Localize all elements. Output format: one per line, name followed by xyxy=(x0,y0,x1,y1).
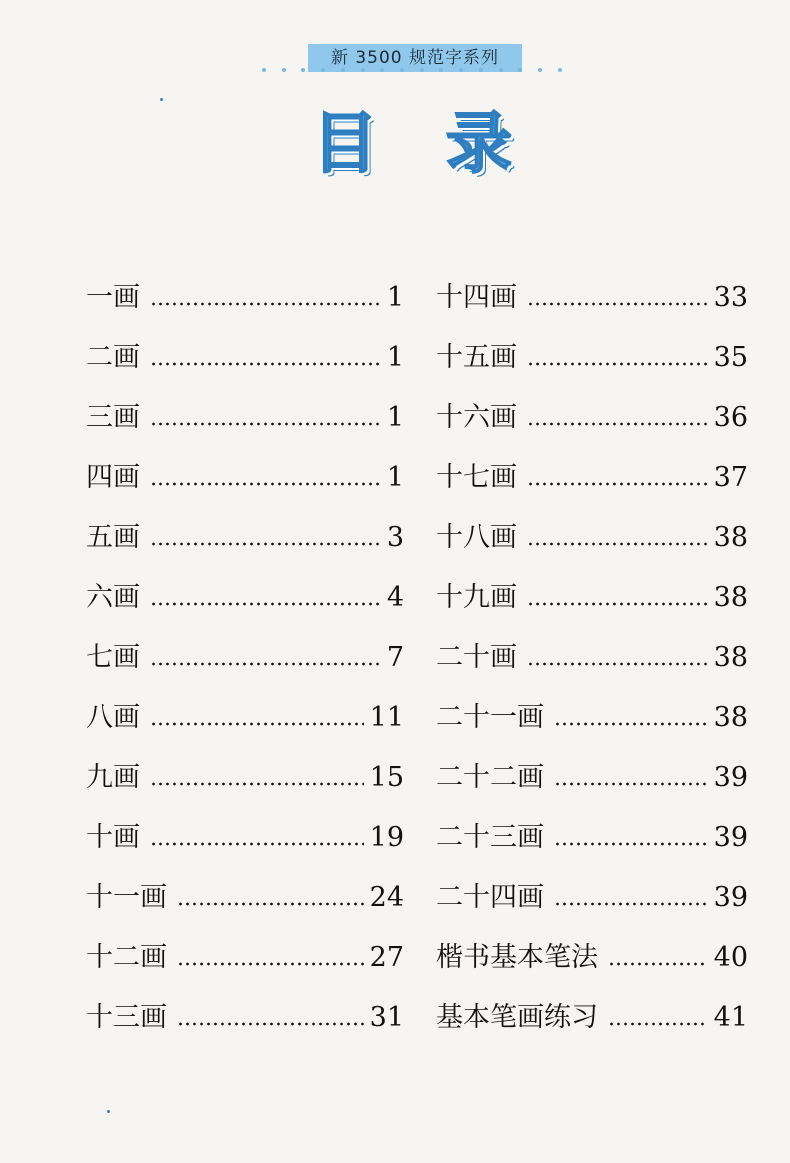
toc-entry-page: 38 xyxy=(713,582,748,613)
toc-entry[interactable] xyxy=(436,378,748,438)
toc-entry[interactable] xyxy=(436,978,748,1038)
toc-entry-page: 15 xyxy=(369,762,404,793)
toc-entry-label: 二十一画 xyxy=(436,702,544,733)
toc-entry-page: 19 xyxy=(369,822,404,853)
dot-leader xyxy=(150,781,364,787)
dot-leader xyxy=(150,661,381,667)
toc-entry[interactable] xyxy=(436,318,748,378)
toc-entry-label: 七画 xyxy=(86,642,140,673)
dot-leader xyxy=(608,961,708,967)
dot-leader xyxy=(150,541,381,547)
dot-leader xyxy=(527,661,708,667)
toc-entry[interactable] xyxy=(436,918,748,978)
toc-entry-page: 7 xyxy=(386,642,404,673)
dot-leader xyxy=(527,481,708,487)
toc-entry-label: 十八画 xyxy=(436,522,517,553)
toc-entry-page: 1 xyxy=(386,282,404,313)
toc-entry-page: 31 xyxy=(369,1002,404,1033)
toc-entry[interactable] xyxy=(436,498,748,558)
toc-entry-label: 十画 xyxy=(86,822,140,853)
toc-entry[interactable] xyxy=(436,618,748,678)
dot-leader xyxy=(150,601,381,607)
toc-entry-page: 1 xyxy=(386,462,404,493)
toc-entry-label: 五画 xyxy=(86,522,140,553)
toc-entry-label: 二十二画 xyxy=(436,762,544,793)
toc-entry-page: 1 xyxy=(386,342,404,373)
dot-leader xyxy=(527,301,708,307)
toc-entry-label: 六画 xyxy=(86,582,140,613)
dot-leader xyxy=(150,361,381,367)
toc-entry-label: 十一画 xyxy=(86,882,167,913)
toc-entry[interactable] xyxy=(86,438,404,498)
toc-entry-label: 十四画 xyxy=(436,282,517,313)
toc-entry[interactable] xyxy=(86,318,404,378)
toc-entry-page: 24 xyxy=(369,882,404,913)
toc-entry[interactable] xyxy=(86,858,404,918)
toc-entry-label: 十三画 xyxy=(86,1002,167,1033)
toc-entry-page: 40 xyxy=(713,942,748,973)
dot-leader xyxy=(177,1021,364,1027)
dot-leader xyxy=(150,301,381,307)
toc-entry[interactable] xyxy=(86,918,404,978)
toc-entry-label: 二画 xyxy=(86,342,140,373)
dot-leader xyxy=(554,721,708,727)
toc-entry-page: 1 xyxy=(386,402,404,433)
dot-leader xyxy=(150,721,364,727)
toc-entry[interactable] xyxy=(436,738,748,798)
toc-entry[interactable] xyxy=(436,798,748,858)
toc-entry-page: 37 xyxy=(713,462,748,493)
dot-leader xyxy=(527,601,708,607)
toc-entry[interactable] xyxy=(86,618,404,678)
dot-leader xyxy=(150,841,364,847)
toc-entry-page: 4 xyxy=(386,582,404,613)
toc-entry-label: 二十四画 xyxy=(436,882,544,913)
toc-entry[interactable] xyxy=(86,798,404,858)
toc-entry-label: 十九画 xyxy=(436,582,517,613)
decorative-dots xyxy=(262,68,562,76)
toc-entry-label: 十七画 xyxy=(436,462,517,493)
toc-entry-page: 39 xyxy=(713,762,748,793)
toc-entry[interactable] xyxy=(86,978,404,1038)
toc-entry[interactable] xyxy=(436,438,748,498)
dot-leader xyxy=(177,961,364,967)
toc-column-right xyxy=(436,258,748,1038)
print-speck xyxy=(107,1110,110,1113)
toc-entry-page: 27 xyxy=(369,942,404,973)
toc-entry-label: 八画 xyxy=(86,702,140,733)
dot-leader xyxy=(527,541,708,547)
toc-entry-page: 3 xyxy=(386,522,404,553)
toc-entry-label: 四画 xyxy=(86,462,140,493)
dot-leader xyxy=(554,901,708,907)
dot-leader xyxy=(554,841,708,847)
toc-entry[interactable] xyxy=(86,378,404,438)
toc-entry[interactable] xyxy=(86,498,404,558)
dot-leader xyxy=(527,361,708,367)
toc-entry-label: 十五画 xyxy=(436,342,517,373)
dot-leader xyxy=(177,901,364,907)
toc-entry[interactable] xyxy=(86,678,404,738)
dot-leader xyxy=(608,1021,708,1027)
toc-entry-page: 41 xyxy=(713,1002,748,1033)
page-title xyxy=(0,105,790,185)
toc-entry-page: 11 xyxy=(369,702,404,733)
toc-entry-page: 35 xyxy=(713,342,748,373)
toc-entry[interactable] xyxy=(86,258,404,318)
series-badge: 新 3500 规范字系列 xyxy=(308,44,522,72)
dot-leader xyxy=(527,421,708,427)
toc-entry[interactable] xyxy=(86,558,404,618)
dot-leader xyxy=(150,481,381,487)
toc-entry-label: 一画 xyxy=(86,282,140,313)
toc-entry[interactable] xyxy=(436,558,748,618)
toc-entry-page: 39 xyxy=(713,822,748,853)
toc-entry-label: 基本笔画练习 xyxy=(436,1002,598,1033)
dot-leader xyxy=(150,421,381,427)
toc-entry[interactable] xyxy=(436,858,748,918)
toc-entry-label: 楷书基本笔法 xyxy=(436,942,598,973)
toc-entry-label: 九画 xyxy=(86,762,140,793)
toc-column-left xyxy=(86,258,404,1038)
toc-entry-label: 十六画 xyxy=(436,402,517,433)
toc-entry[interactable] xyxy=(86,738,404,798)
toc-entry-page: 38 xyxy=(713,522,748,553)
toc-entry-page: 33 xyxy=(713,282,748,313)
toc-entry-page: 38 xyxy=(713,642,748,673)
title-char-2: 录 xyxy=(446,105,512,182)
toc-entry[interactable] xyxy=(436,258,748,318)
toc-entry-label: 三画 xyxy=(86,402,140,433)
title-char-1: 目 xyxy=(312,105,378,182)
toc-entry[interactable] xyxy=(436,678,748,738)
toc-entry-label: 二十三画 xyxy=(436,822,544,853)
toc-entry-page: 39 xyxy=(713,882,748,913)
toc-entry-page: 38 xyxy=(713,702,748,733)
toc-entry-page: 36 xyxy=(713,402,748,433)
print-speck xyxy=(160,98,163,101)
toc-entry-label: 二十画 xyxy=(436,642,517,673)
dot-leader xyxy=(554,781,708,787)
toc-entry-label: 十二画 xyxy=(86,942,167,973)
